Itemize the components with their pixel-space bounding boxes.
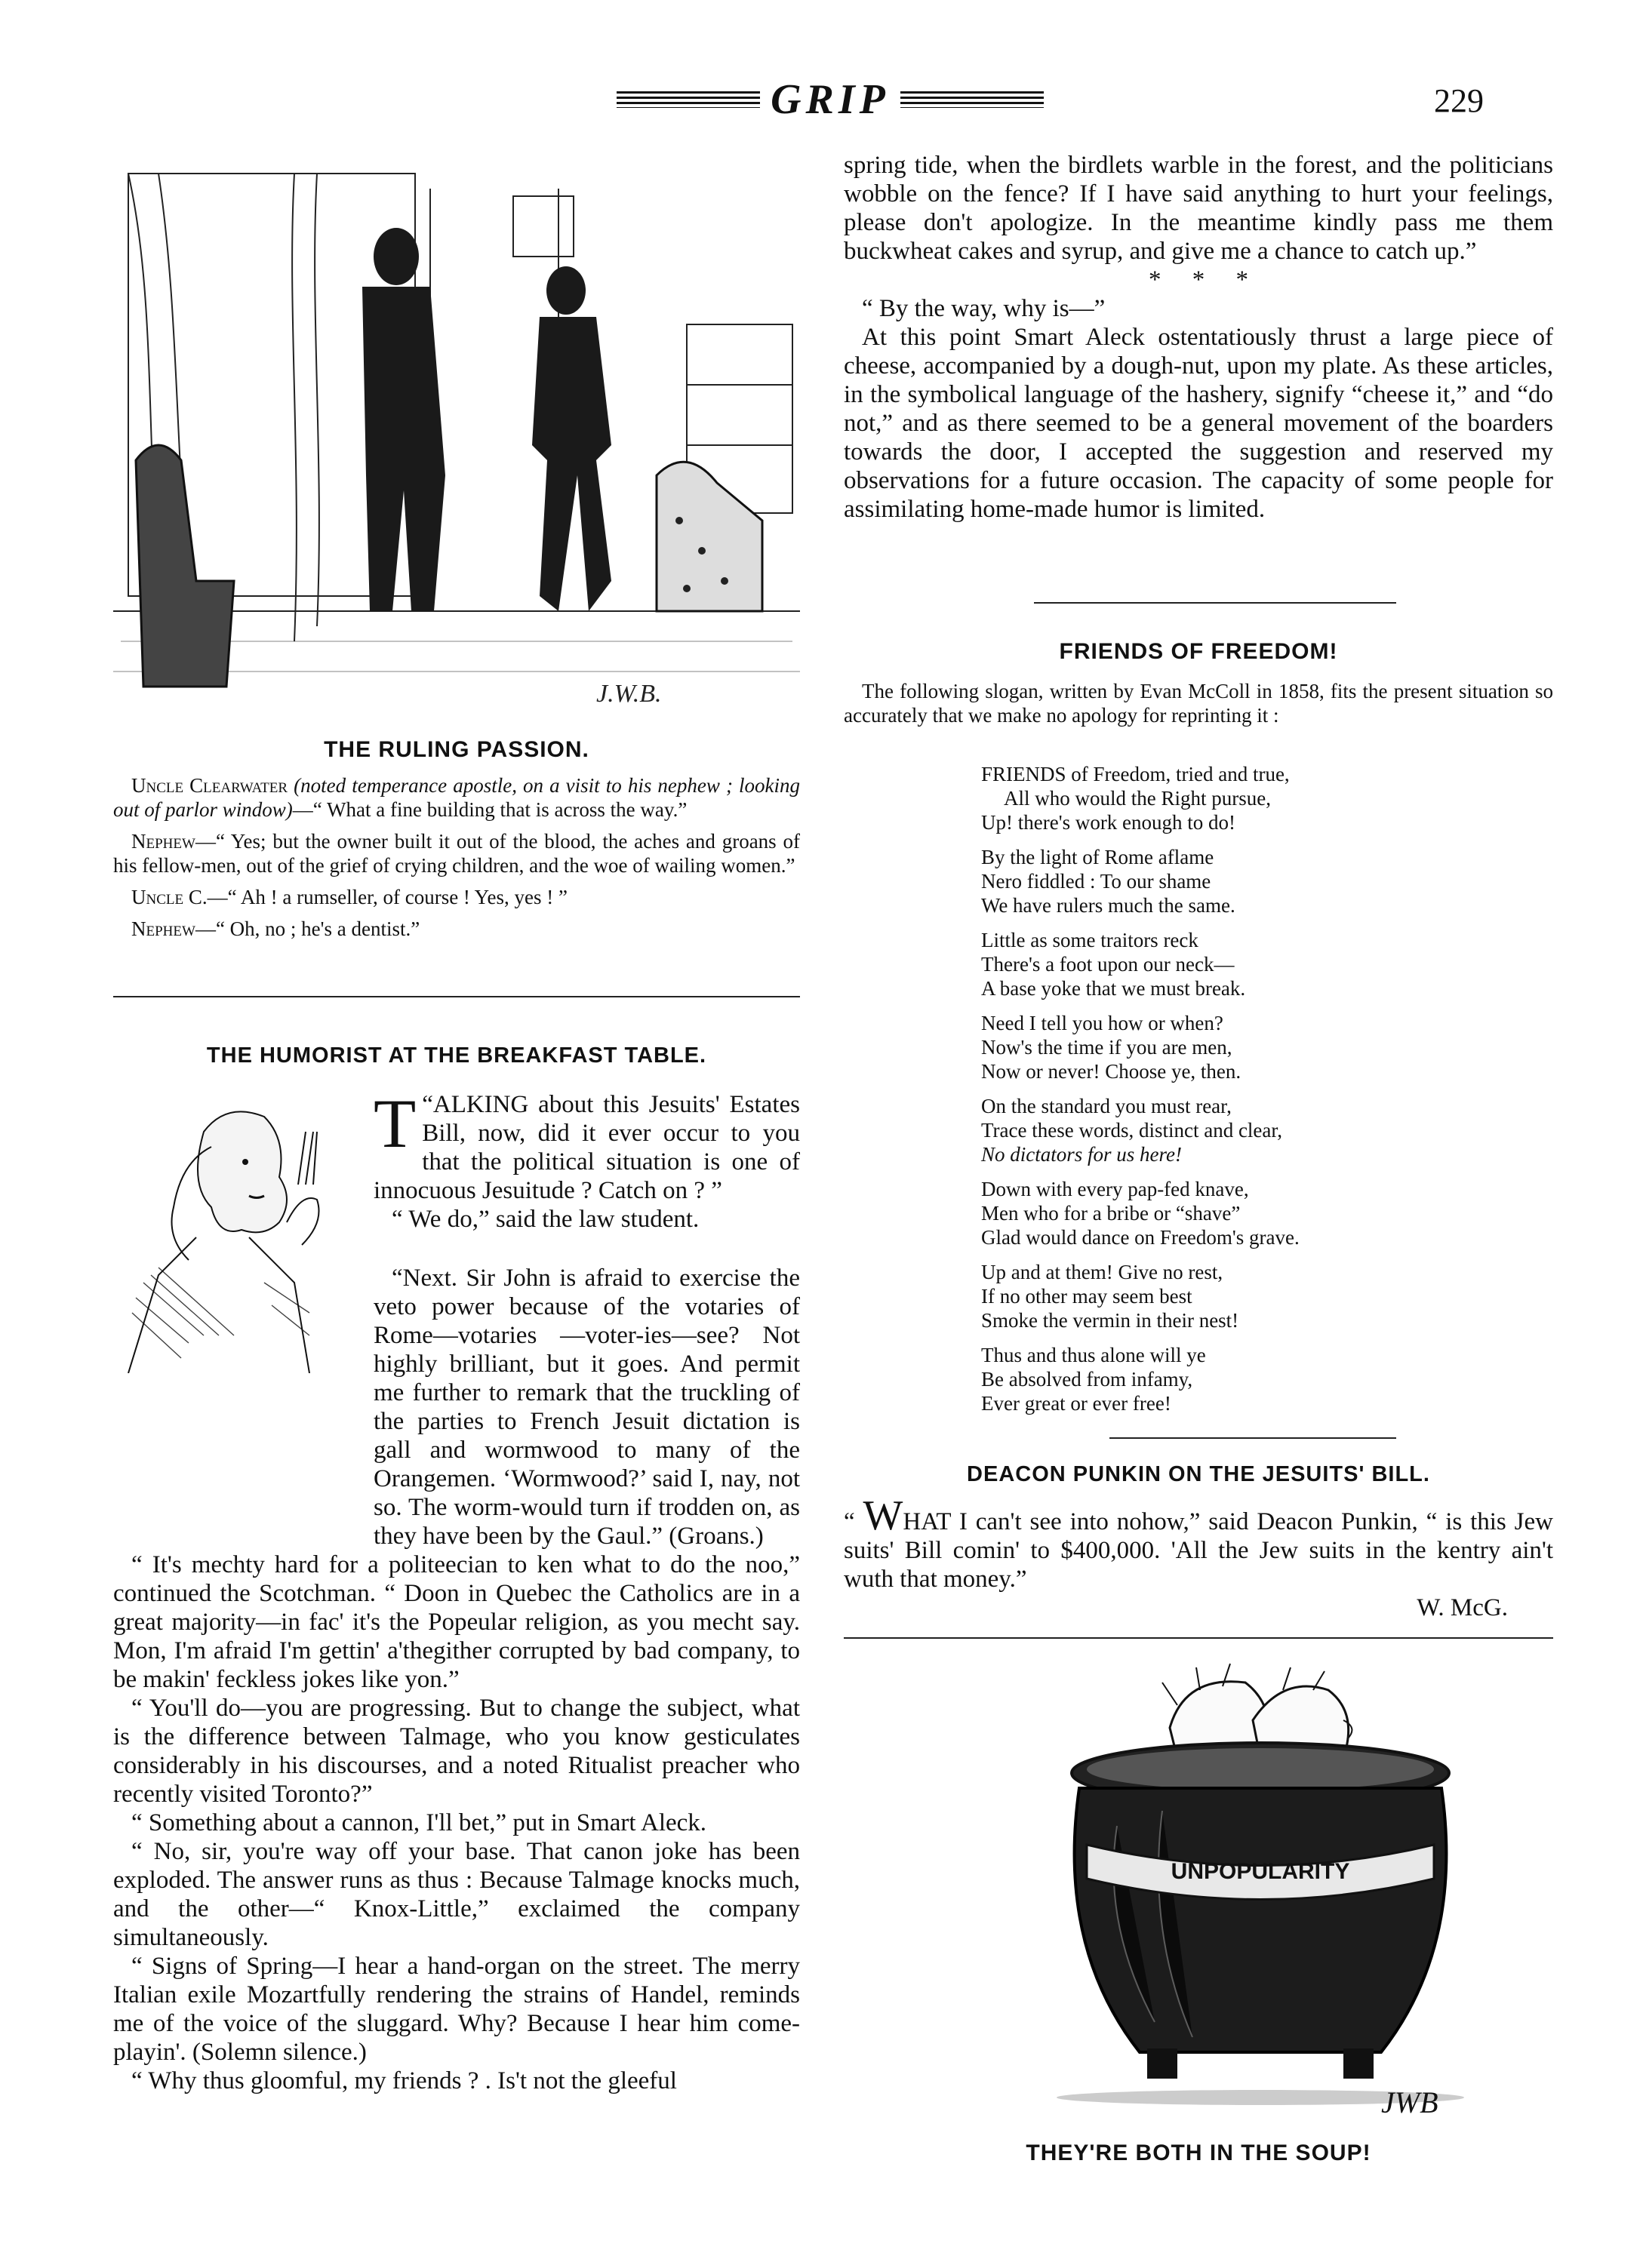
poem-line: Smoke the vermin in their nest!: [981, 1309, 1239, 1332]
humorist-paragraph: “ No, sir, you're way off your base. That canon joke has been exploded. The answer runs as thus : Because Talmage knocks much, and the other—“ Knox-Little,” exclaimed the company simultaneously.: [113, 1838, 800, 1951]
masthead-rule-left: [617, 91, 760, 108]
artist-signature: JWB: [1381, 2085, 1438, 2119]
humorist-opening: “ T ALKING about this Jesuits' Estates Bill, now, did it ever occur to you that the political situation is one of innocuous Jesuitude ? Catch on ? ” “ We do,” said the law student.: [374, 1085, 800, 1233]
poem-line: Men who for a bribe or “shave”: [981, 1202, 1241, 1225]
poem-line: Now or never! Choose ye, then.: [981, 1060, 1241, 1083]
ruling-passion-caption: THE RULING PASSION.: [324, 737, 589, 762]
masthead-title: GRIP: [771, 76, 890, 123]
continuation-paragraph: spring tide, when the birdlets warble in the forest, and the politicians wobble on the fence? If I have said anything to hurt your feelings, please don't apologize. In the meantime kindly pass me them buckwheat cakes and syrup, and give me a chance to catch up.”: [844, 152, 1553, 265]
friends-intro-text: The following slogan, written by Evan McColl in 1858, fits the present situation so accurately that we make no apology for reprinting it :: [844, 680, 1553, 727]
poem-line: Thus and thus alone will ye: [981, 1344, 1206, 1366]
dialogue-text: —“ Oh, no ; he's a dentist.”: [195, 917, 420, 940]
poem-line: Ever great or ever free!: [981, 1392, 1171, 1415]
dialogue-speaker: Nephew: [131, 917, 195, 940]
poem-line: Glad would dance on Freedom's grave.: [981, 1226, 1300, 1249]
poem-line: If no other may seem best: [981, 1285, 1192, 1308]
poem-stanza: [981, 1177, 1509, 1249]
dialogue-text: —“ Ah ! a rumseller, of course ! Yes, yes ! ”: [207, 886, 568, 908]
page-number: 229: [1434, 82, 1484, 119]
poem-stanza: [981, 1343, 1509, 1415]
poem-line: Little as some traitors reck: [981, 929, 1198, 951]
friends-heading: FRIENDS OF FREEDOM!: [1059, 639, 1338, 664]
poem-line: On the standard you must rear,: [981, 1095, 1232, 1117]
stars-divider: * * *: [1149, 266, 1248, 293]
deacon-paragraph: HAT I can't see into nohow,” said Deacon Punkin, “ is this Jew suits' Bill comin' to $400,000. 'All the Jew suits in the kentry ain't wuth that money.”: [844, 1508, 1553, 1593]
humorist-continuation: [844, 151, 1553, 524]
poem-line: By the light of Rome aflame: [981, 846, 1214, 868]
soup-caption: THEY'RE BOTH IN THE SOUP!: [1026, 2140, 1371, 2165]
poem-line: Down with every pap-fed knave,: [981, 1178, 1249, 1200]
poem-line: Now's the time if you are men,: [981, 1036, 1232, 1059]
ruling-passion-illustration: [113, 158, 800, 717]
poem-stanza: [981, 1094, 1509, 1166]
pot-label: UNPOPULARITY: [1171, 1859, 1350, 1884]
poem-line: Need I tell you how or when?: [981, 1012, 1223, 1034]
poem-stanza: [981, 845, 1509, 917]
humorist-paragraph: “ Why thus gloomful, my friends ? . Is't not the gleeful: [131, 2067, 677, 2094]
poem-stanza: [981, 928, 1509, 1000]
masthead: [528, 75, 1132, 128]
poem-line: Nero fiddled : To our shame: [981, 870, 1211, 893]
humorist-paragraph: “ Something about a cannon, I'll bet,” put in Smart Aleck.: [131, 1809, 707, 1836]
ruling-passion-dialogue: [113, 773, 800, 941]
deacon-signature: W. McG.: [1417, 1594, 1508, 1621]
soup-pot-illustration: [1057, 1660, 1479, 2128]
svg-text:J.W.B.: J.W.B.: [596, 680, 662, 708]
poem-stanza: [981, 1011, 1509, 1083]
humorist-paragraph: “ We do,” said the law student.: [392, 1206, 700, 1233]
poem-line: There's a foot upon our neck—: [981, 953, 1235, 976]
section-divider: [1034, 602, 1396, 604]
poem-line: We have rulers much the same.: [981, 894, 1235, 917]
masthead-rule-right: [900, 91, 1044, 108]
intro-note: (noted temperance apostle, on a visit to his nephew ; looking out of parlor window): [113, 774, 801, 821]
dialogue-text: —“ Yes; but the owner built it out of the blood, the aches and groans of his fellow-men, out of the grief of crying children, and the woe of wailing women.”: [113, 830, 800, 877]
section-divider: [113, 996, 800, 997]
humorist-body-continued: [113, 1550, 800, 2095]
drop-cap: T: [374, 1085, 417, 1162]
dialogue-speaker: Uncle C.: [131, 886, 208, 908]
dialogue-speaker: Nephew: [131, 830, 195, 853]
friends-poem: [981, 762, 1509, 1426]
section-divider: [1109, 1437, 1396, 1439]
poem-line: All who would the Right pursue,: [1004, 787, 1271, 810]
humorist-paragraph: “ You'll do—you are progressing. But to change the subject, what is the difference between Talmage, who you know gesticulates considerably in his discourses, and a noted Ritualist preacher who recently visited Toronto?”: [113, 1695, 800, 1808]
poem-line: Up! there's work enough to do!: [981, 811, 1236, 834]
intro-speech: —“ What a fine building that is across the way.”: [292, 798, 688, 821]
humorist-paragraph: ALKING about this Jesuits' Estates Bill, now, did it ever occur to you that the political situation is one of innocuous Jesuitude ? Catch on ? ”: [374, 1091, 800, 1204]
intro-speaker: Uncle Clearwater: [131, 774, 288, 797]
humorist-heading: THE HUMORIST AT THE BREAKFAST TABLE.: [206, 1043, 707, 1068]
deacon-drop-cap: W: [863, 1492, 903, 1539]
deacon-text: “ WHAT I can't see into nohow,” said Deacon Punkin, “ is this Jew suits' Bill comin' to $400,000. 'All the Jew suits in the kentry ain't wuth that money.” W. McG.: [844, 1492, 1553, 1621]
friends-intro: [844, 679, 1553, 727]
humorist-paragraph: “Next. Sir John is afraid to exercise the veto power because of the votaries of Rome—votaries —voter-ies—see? Not highly brilliant, but it goes. And permit me further to remark that the truckling of the parties to French Jesuit dictation is gall and wormwood to many of the Orangemen. ‘Wormwood?’ said I, nay, not so. The worm-would turn if trodden on, as they have been by the Gaul.” (Groans.): [374, 1265, 800, 1550]
poem-line: Be absolved from infamy,: [981, 1368, 1193, 1391]
humorist-body: [113, 1264, 800, 1550]
poem-line: Trace these words, distinct and clear,: [981, 1119, 1283, 1142]
continuation-paragraph: “ By the way, why is—”: [862, 295, 1106, 322]
humorist-paragraph: “ Signs of Spring—I hear a hand-organ on the street. The merry Italian exile Mozartfully rendering the strains of Handel, reminds me of the voice of the sluggard. Why? Because I hear him come-playin'. (Solemn silence.): [113, 1953, 800, 2066]
deacon-heading: DEACON PUNKIN ON THE JESUITS' BILL.: [967, 1462, 1430, 1486]
poem-stanza: [981, 762, 1509, 834]
poem-line: FRIENDS of Freedom, tried and true,: [981, 763, 1290, 785]
poem-line: Up and at them! Give no rest,: [981, 1261, 1223, 1283]
section-divider: [844, 1637, 1553, 1639]
poem-line: No dictators for us here!: [981, 1143, 1182, 1166]
poem-line: A base yoke that we must break.: [981, 977, 1246, 1000]
poem-stanza: [981, 1260, 1509, 1332]
continuation-paragraph: At this point Smart Aleck ostentatiously thrust a large piece of cheese, accompanied by a dough-nut, upon my plate. As these articles, in the symbolical language of the hashery, signify “cheese it,” and “do not,” and as there seemed to be a general movement of the boarders towards the door, I accepted the suggestion and reserved my observations for a future occasion. The capacity of some people for assimilating home-made humor is limited.: [844, 324, 1553, 523]
humorist-paragraph: “ It's mechty hard for a politeecian to ken what to do the noo,” continued the Scotchman. “ Doon in Quebec the Catholics are in a great majority—in fac' it's the Popeular religion, as you mecht say. Mon, I'm afraid I'm gettin' a'thegither corrupted by bad company, to be makin' feckless jokes like yon.”: [113, 1551, 800, 1693]
